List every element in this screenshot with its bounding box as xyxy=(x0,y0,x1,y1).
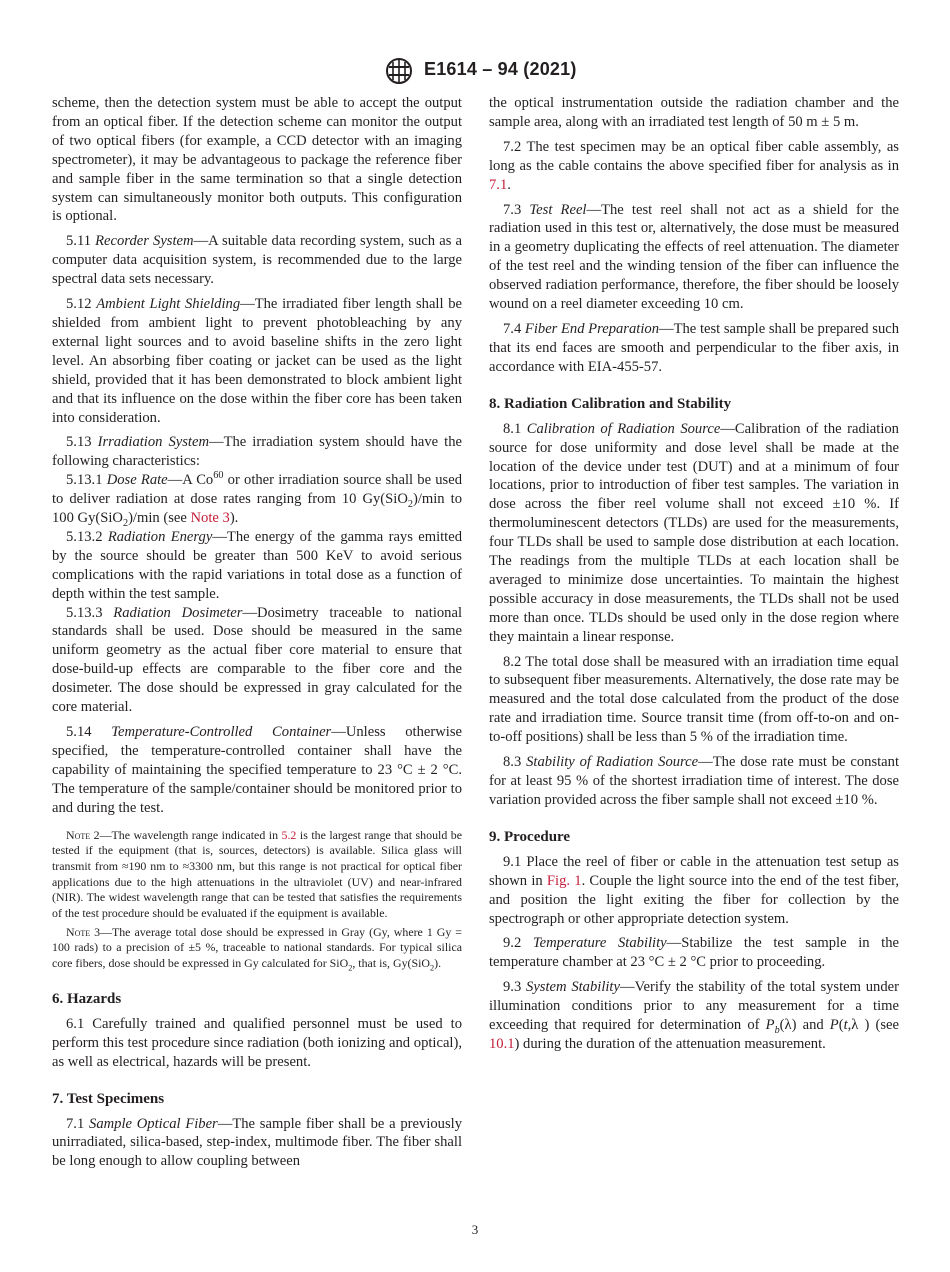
left-column xyxy=(52,94,462,1177)
section-7-3: 7.3 Test Reel—The test reel shall not act as a shield for the radiation used in this test or, alternatively, the dose must be measured in a geometry duplicating the effects of reel attenuation. The diameter of the test reel and the winding tension of the fiber can influence the observed radiation performance, therefore, the fiber should be loosely wound on a reel diameter exceeding 10 cm. xyxy=(489,201,899,313)
heading-hazards: 6. Hazards xyxy=(52,990,122,1007)
section-5-13-3: 5.13.3 Radiation Dosimeter—Dosimetry traceable to national standards shall be used. Dose should be measured in the same uniform geometry as the actual fiber core material to ensure that dose-build-up effects are comparable to the fiber core and the dosimeter. The dose should be expressed in gray calculated for the core material. xyxy=(52,604,463,716)
heading-procedure: 9. Procedure xyxy=(489,828,571,845)
astm-logo-icon xyxy=(381,57,417,85)
paragraph-continuation-right: the optical instrumentation outside the radiation chamber and the sample area, along with an irradiated test length of 50 m ± 5 m. xyxy=(489,95,899,130)
paragraph-continuation: scheme, then the detection system must be able to accept the output from an optical fiber. If the detection scheme can monitor the output of two optical fibers (for example, a CCD detector with an imaging spectrometer), it may be advantageous to package the reference fiber and sample fiber in the same termination so that a single detection system can simultaneously monitor both outputs. This configuration is optional. xyxy=(52,95,462,225)
page-number: 3 xyxy=(471,1222,479,1237)
section-7-1-link[interactable]: 7.1 xyxy=(489,176,508,193)
note-2: Note 2—The wavelength range indicated in 5.2 is the largest range that should be tested if the equipment (that is, sources, detectors) is available. Silica glass will transmit from ≈190 nm to ≈3300 nm, but this range is not practical for optical fiber applications due to the high attenuations in the ultraviolet (UV) and near-infrared (NIR). The widest wavelength range that can be tested that satisfies the requirements of the test procedure should be evaluated if the equipment is available. xyxy=(52,827,462,921)
section-8-2: 8.2 The total dose shall be measured with an irradiation time equal to subsequent fiber measurements. Alternatively, the dose rate may be measured and the total dose calculated from the product of the dose rate and irradiation time. Source transit time (from off-to-on and on-to-off positions) shall be less than 5 % of the irradiation time. xyxy=(489,653,899,746)
note-3: Note 3—The average total dose should be expressed in Gray (Gy, where 1 Gy = 100 rads) to a precision of ±5 %, traceable to national standards. For typical silica core fibers, dose should be expressed in Gy calculated for SiO$_2$, that is, Gy(SiO$_2$). xyxy=(52,924,462,973)
heading-radiation-calibration: 8. Radiation Calibration and Stability xyxy=(489,395,732,412)
section-5-13: 5.13 Irradiation System—The irradiation system should have the following characteristics: xyxy=(52,434,462,470)
section-5-13-2: 5.13.2 Radiation Energy—The energy of the gamma rays emitted by the source should be greater than 500 KeV to avoid serious complications with the rapid variations in total dose as a function of depth within the test sample. xyxy=(52,528,463,602)
section-5-11: 5.11 Recorder System—A suitable data recording system, such as a computer data acquisition system, is recommended due to the large spectral data sets necessary. xyxy=(52,233,462,288)
heading-test-specimens: 7. Test Specimens xyxy=(52,1090,165,1107)
right-column xyxy=(489,94,899,1060)
note-3-link[interactable]: Note 3 xyxy=(190,510,230,527)
section-9-1: 9.1 Place the reel of fiber or cable in the attenuation test setup as shown in Fig. 1. Couple the light source into the end of the test fiber, and position the light exiting the fiber for collection by the spectrograph or other appropriate detection system. xyxy=(489,853,899,927)
section-5-13-1: 5.13.1 Dose Rate—A Co$^{60}$ or other irradiation source shall be used to deliver radiation at dose rates ranging from 10 Gy(SiO$_2$)/min to 100 Gy(SiO$_2$)/min (see Note 3). xyxy=(52,470,463,529)
section-9-3: 9.3 System Stability—Verify the stability of the total system under illumination conditions prior to any measurement for a time exceeding that required for determination of $P_b(\lambda)$ and P(t,λ ) (see 10.1) during the duration of the attenuation measurement. xyxy=(489,979,899,1052)
section-5-12: 5.12 Ambient Light Shielding—The irradiated fiber length shall be shielded from ambient light to prevent photobleaching by any external light sources and to avoid baseline shifts in the zero light level. An absorbing fiber coating or jacket can be used as the light shield, provided that it has been demonstrated to block ambient light and that its influence on the dose within the fiber core has been taken into consideration. xyxy=(52,296,462,426)
section-5-14: 5.14 Temperature-Controlled Container—Unless otherwise specified, the temperature-controlled container shall have the capability of maintaining the specified temperature to 23 °C ± 2 °C. The temperature of the sample/container should be monitored prior to and during the test. xyxy=(52,724,462,816)
section-6-1: 6.1 Carefully trained and qualified personnel must be used to perform this test procedure since radiation (both ionizing and optical), as well as electrical, hazards will be present. xyxy=(52,1015,462,1070)
section-7-2: 7.2 The test specimen may be an optical fiber cable assembly, as long as the cable contains the above specified fiber for analysis as in 7.1. xyxy=(489,138,899,193)
document-designation: E1614 – 94 (2021) xyxy=(424,59,577,79)
section-7-1: 7.1 Sample Optical Fiber—The sample fiber shall be a previously unirradiated, silica-based, step-index, multimode fiber. The fiber shall be long enough to allow coupling between xyxy=(52,1115,462,1170)
page-header xyxy=(0,57,950,87)
section-9-2: 9.2 Temperature Stability—Stabilize the test sample in the temperature chamber at 23 °C ± 2 °C prior to proceeding. xyxy=(489,935,899,971)
fig-1-link[interactable]: Fig. 1 xyxy=(546,872,582,889)
section-10-1-link[interactable]: 10.1 xyxy=(489,1035,515,1052)
section-5-2-link[interactable]: 5.2 xyxy=(281,827,297,842)
section-8-3: 8.3 Stability of Radiation Source—The dose rate must be constant for at least 95 % of the shortest irradiation time of interest. The dose variation provided across the fiber sample shall not exceed ±10 %. xyxy=(489,754,900,808)
section-8-1: 8.1 Calibration of Radiation Source—Calibration of the radiation source for dose uniformity and dose level shall be made at the location of the device under test (DUT) and at a minimum of four locations, prior to introduction of fiber test samples. The variation in dose across the fiber reel volume shall not exceed ±10 %. If thermoluminescent detectors (TLDs) are used for the measurements, four TLDs shall be used to sample dose distribution at each location. The readings from the multiple TLDs at each location shall be averaged to minimize dose uncertainties. To maintain the highest possible accuracy in dose measurements, the TLDs shall not be used more than once. TLDs should be used only in the dose region where they maintain a linear response. xyxy=(489,420,899,645)
section-7-4: 7.4 Fiber End Preparation—The test sample shall be prepared such that its end faces are smooth and perpendicular to the fiber axis, in accordance with EIA-455-57. xyxy=(489,320,900,375)
